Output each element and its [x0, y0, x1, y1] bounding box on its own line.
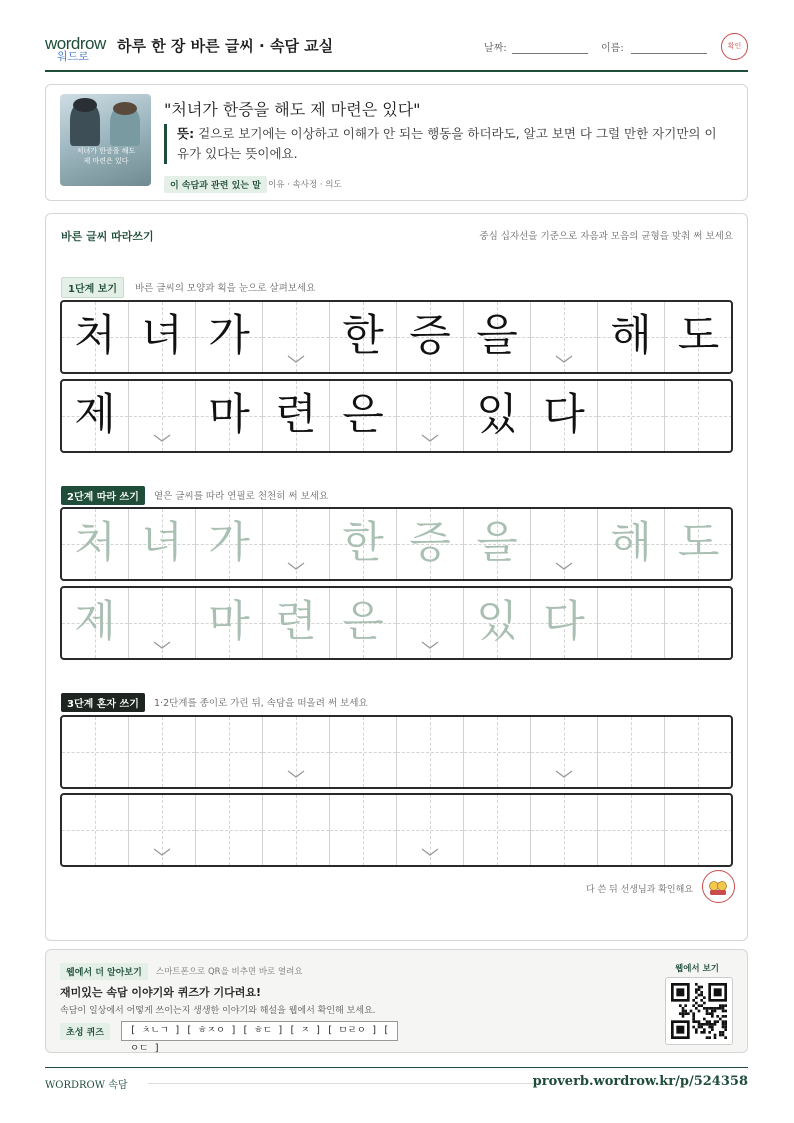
related-words-label: 이 속담과 관련 있는 말: [164, 176, 267, 193]
proverb-meaning: [164, 124, 724, 164]
chosung-quiz: [ ㅊㄴㄱ ] [ ㅎㅈㅇ ] [ ㅎㄷ ] [ ㅈ ] [ ㅁㄹㅇ ] [ ㅇㄷ ]: [121, 1021, 398, 1041]
space-mark-icon: [554, 353, 574, 365]
step2-row2[interactable]: [60, 586, 733, 660]
date-field[interactable]: [512, 53, 588, 54]
grid-cell[interactable]: [263, 588, 330, 658]
grid-character: 련: [275, 597, 317, 647]
grid-cell[interactable]: [330, 509, 397, 579]
grid-guide-vertical: [162, 717, 163, 787]
grid-cell[interactable]: [531, 795, 598, 865]
space-mark-icon: [554, 768, 574, 780]
practice-title: 바른 글씨 따라쓰기: [61, 230, 154, 243]
grid-cell: [464, 302, 531, 372]
step1-row2: [60, 379, 733, 453]
grid-cell[interactable]: [196, 588, 263, 658]
grid-guide-vertical: [631, 795, 632, 865]
grid-character: 을: [476, 311, 518, 361]
grid-character: 해: [610, 518, 652, 568]
grid-cell[interactable]: [598, 717, 665, 787]
grid-cell: [62, 302, 129, 372]
space-mark-icon: [420, 432, 440, 444]
step2-badge: 2단계 따라 쓰기: [61, 486, 145, 505]
grid-cell[interactable]: [196, 795, 263, 865]
grid-cell: [263, 381, 330, 451]
grid-cell: [129, 381, 196, 451]
meaning-label: 뜻:: [177, 126, 195, 141]
grid-cell: [531, 302, 598, 372]
footer-divider: [45, 1067, 748, 1068]
grid-cell[interactable]: [129, 795, 196, 865]
grid-cell: [330, 302, 397, 372]
grid-character: 을: [476, 518, 518, 568]
grid-cell[interactable]: [598, 795, 665, 865]
grid-character: 증: [409, 518, 451, 568]
web-hint: 스마트폰으로 QR을 비추면 바로 열려요: [156, 967, 303, 977]
proverb-card: [45, 84, 748, 201]
confirm-stamp-icon: 확인: [721, 33, 748, 60]
qr-code[interactable]: [665, 977, 733, 1045]
step1-badge: 1단계 보기: [61, 277, 124, 298]
grid-cell[interactable]: [665, 717, 732, 787]
grid-guide-vertical: [698, 795, 699, 865]
space-mark-icon: [152, 432, 172, 444]
web-heading: 재미있는 속담 이야기와 퀴즈가 기다려요!: [60, 986, 261, 999]
wordrow-logo: wordrow: [45, 34, 106, 53]
web-info-box: [45, 949, 748, 1053]
grid-character: 녀: [141, 311, 183, 361]
grid-cell[interactable]: [263, 795, 330, 865]
grid-cell: [598, 302, 665, 372]
qr-code-icon: [671, 983, 727, 1039]
grid-guide-vertical: [631, 381, 632, 451]
grid-character: 해: [610, 311, 652, 361]
web-body: 속담이 일상에서 어떻게 쓰이는지 생생한 이야기와 해설을 웹에서 확인해 보세요.: [60, 1006, 376, 1016]
footer-rule: [148, 1083, 538, 1084]
practice-description: 중심 십자선을 기준으로 자음과 모음의 균형을 맞춰 써 보세요: [479, 231, 733, 242]
grid-cell[interactable]: [665, 795, 732, 865]
step1-row1: [60, 300, 733, 374]
web-label: 웹에서 더 알아보기: [60, 963, 148, 980]
grid-guide-vertical: [631, 717, 632, 787]
grid-cell: [531, 381, 598, 451]
grid-cell[interactable]: [531, 717, 598, 787]
grid-character: 한: [342, 518, 384, 568]
grid-cell[interactable]: [263, 717, 330, 787]
grid-guide-vertical: [95, 717, 96, 787]
grid-cell[interactable]: [62, 509, 129, 579]
grid-cell: [263, 302, 330, 372]
grid-guide-vertical: [363, 717, 364, 787]
grid-character: 다: [543, 390, 585, 440]
step1-description: 바른 글씨의 모양과 획을 눈으로 살펴보세요: [135, 283, 316, 294]
space-mark-icon: [286, 560, 306, 572]
page-header: [45, 30, 748, 72]
grid-cell: [665, 381, 732, 451]
grid-cell[interactable]: [62, 588, 129, 658]
illustration-caption-line2: 제 마련은 있다: [83, 157, 129, 165]
step2-description: 옅은 글씨를 따라 연필로 천천히 써 보세요: [154, 491, 329, 502]
grid-character: 도: [677, 518, 720, 568]
space-mark-icon: [554, 560, 574, 572]
grid-character: 은: [342, 390, 384, 440]
grid-character: 마: [208, 390, 250, 440]
grid-guide-vertical: [95, 795, 96, 865]
grid-character: 은: [342, 597, 384, 647]
grid-cell: [196, 302, 263, 372]
grid-cell[interactable]: [196, 717, 263, 787]
grid-cell: [397, 302, 464, 372]
grid-character: 있: [476, 597, 518, 647]
grid-character: 다: [543, 597, 585, 647]
grid-guide-vertical: [229, 795, 230, 865]
grid-guide-vertical: [698, 381, 699, 451]
name-label: 이름:: [601, 43, 624, 54]
grid-guide-vertical: [229, 717, 230, 787]
grid-cell[interactable]: [196, 509, 263, 579]
grid-character: 가: [208, 311, 250, 361]
footer-url[interactable]: proverb.wordrow.kr/p/524358: [532, 1074, 748, 1089]
grid-guide-vertical: [296, 795, 297, 865]
grid-cell[interactable]: [129, 717, 196, 787]
grid-cell[interactable]: [531, 588, 598, 658]
grid-cell[interactable]: [129, 588, 196, 658]
grid-cell[interactable]: [397, 509, 464, 579]
grid-guide-vertical: [497, 717, 498, 787]
illustration-hair-right: [113, 102, 137, 115]
grid-cell[interactable]: [397, 795, 464, 865]
grid-character: 처: [74, 311, 116, 361]
grid-character: 증: [409, 311, 451, 361]
grid-character: 녀: [141, 518, 183, 568]
illustration-caption: [66, 146, 146, 166]
qr-title: 웹에서 보기: [674, 964, 719, 974]
grid-character: 련: [275, 390, 317, 440]
grid-character: 도: [677, 311, 720, 361]
grid-character: 제: [74, 597, 116, 647]
grid-cell: [196, 381, 263, 451]
footer-brand: WORDROW 속담: [45, 1080, 128, 1091]
grid-cell[interactable]: [665, 509, 732, 579]
grid-cell[interactable]: [62, 795, 129, 865]
space-mark-icon: [286, 353, 306, 365]
step3-row1[interactable]: [60, 715, 733, 789]
step2-row1[interactable]: [60, 507, 733, 581]
grid-character: 처: [74, 518, 116, 568]
related-words: 이유 · 속사정 · 의도: [268, 180, 342, 190]
grid-cell[interactable]: [464, 509, 531, 579]
grid-cell[interactable]: [62, 717, 129, 787]
illustration-caption-line1: 처녀가 한증을 해도: [76, 147, 136, 155]
teacher-check-text: 다 쓴 뒤 선생님과 확인해요: [585, 885, 693, 895]
grid-cell[interactable]: [464, 795, 531, 865]
grid-cell: [665, 302, 732, 372]
grid-character: 한: [342, 311, 384, 361]
grid-cell: [397, 381, 464, 451]
step3-description: 1·2단계를 종이로 가린 뒤, 속담을 떠올려 써 보세요: [154, 698, 368, 709]
space-mark-icon: [420, 846, 440, 858]
teacher-stamp-icon: [702, 870, 735, 903]
grid-character: 있: [476, 390, 518, 440]
grid-cell[interactable]: [263, 509, 330, 579]
space-mark-icon: [420, 639, 440, 651]
date-label: 날짜:: [484, 43, 507, 54]
space-mark-icon: [286, 768, 306, 780]
grid-guide-vertical: [564, 795, 565, 865]
grid-cell[interactable]: [330, 717, 397, 787]
page-title: 하루 한 장 바른 글씨 · 속담 교실: [117, 37, 334, 55]
grid-cell[interactable]: [330, 588, 397, 658]
grid-cell[interactable]: [665, 588, 732, 658]
illustration-hair-left: [73, 98, 97, 112]
grid-character: 제: [74, 390, 116, 440]
grid-cell[interactable]: [464, 717, 531, 787]
proverb-title: "처녀가 한증을 해도 제 마련은 있다": [164, 100, 421, 119]
grid-guide-vertical: [698, 717, 699, 787]
grid-guide-vertical: [430, 717, 431, 787]
grid-cell[interactable]: [397, 588, 464, 658]
grid-cell[interactable]: [464, 588, 531, 658]
space-mark-icon: [152, 846, 172, 858]
grid-guide-vertical: [363, 795, 364, 865]
step3-row2[interactable]: [60, 793, 733, 867]
quiz-label: 초성 퀴즈: [60, 1023, 110, 1040]
grid-cell[interactable]: [129, 509, 196, 579]
grid-cell[interactable]: [598, 588, 665, 658]
step3-badge: 3단계 혼자 쓰기: [61, 693, 145, 712]
grid-cell[interactable]: [531, 509, 598, 579]
grid-character: 가: [208, 518, 250, 568]
grid-cell[interactable]: [397, 717, 464, 787]
proverb-illustration: [60, 94, 151, 186]
grid-cell: [598, 381, 665, 451]
grid-cell[interactable]: [330, 795, 397, 865]
grid-guide-vertical: [698, 588, 699, 658]
grid-cell: [129, 302, 196, 372]
meaning-text: 겉으로 보기에는 이상하고 이해가 안 되는 행동을 하더라도, 알고 보면 다 그럴 만한 자기만의 이유가 있다는 뜻이에요.: [177, 126, 717, 161]
grid-cell[interactable]: [598, 509, 665, 579]
space-mark-icon: [152, 639, 172, 651]
grid-guide-vertical: [497, 795, 498, 865]
grid-cell: [330, 381, 397, 451]
grid-cell: [62, 381, 129, 451]
grid-cell: [464, 381, 531, 451]
grid-guide-vertical: [631, 588, 632, 658]
wordrow-logo-korean: 워드로: [57, 50, 89, 63]
grid-character: 마: [208, 597, 250, 647]
name-field[interactable]: [631, 53, 707, 54]
